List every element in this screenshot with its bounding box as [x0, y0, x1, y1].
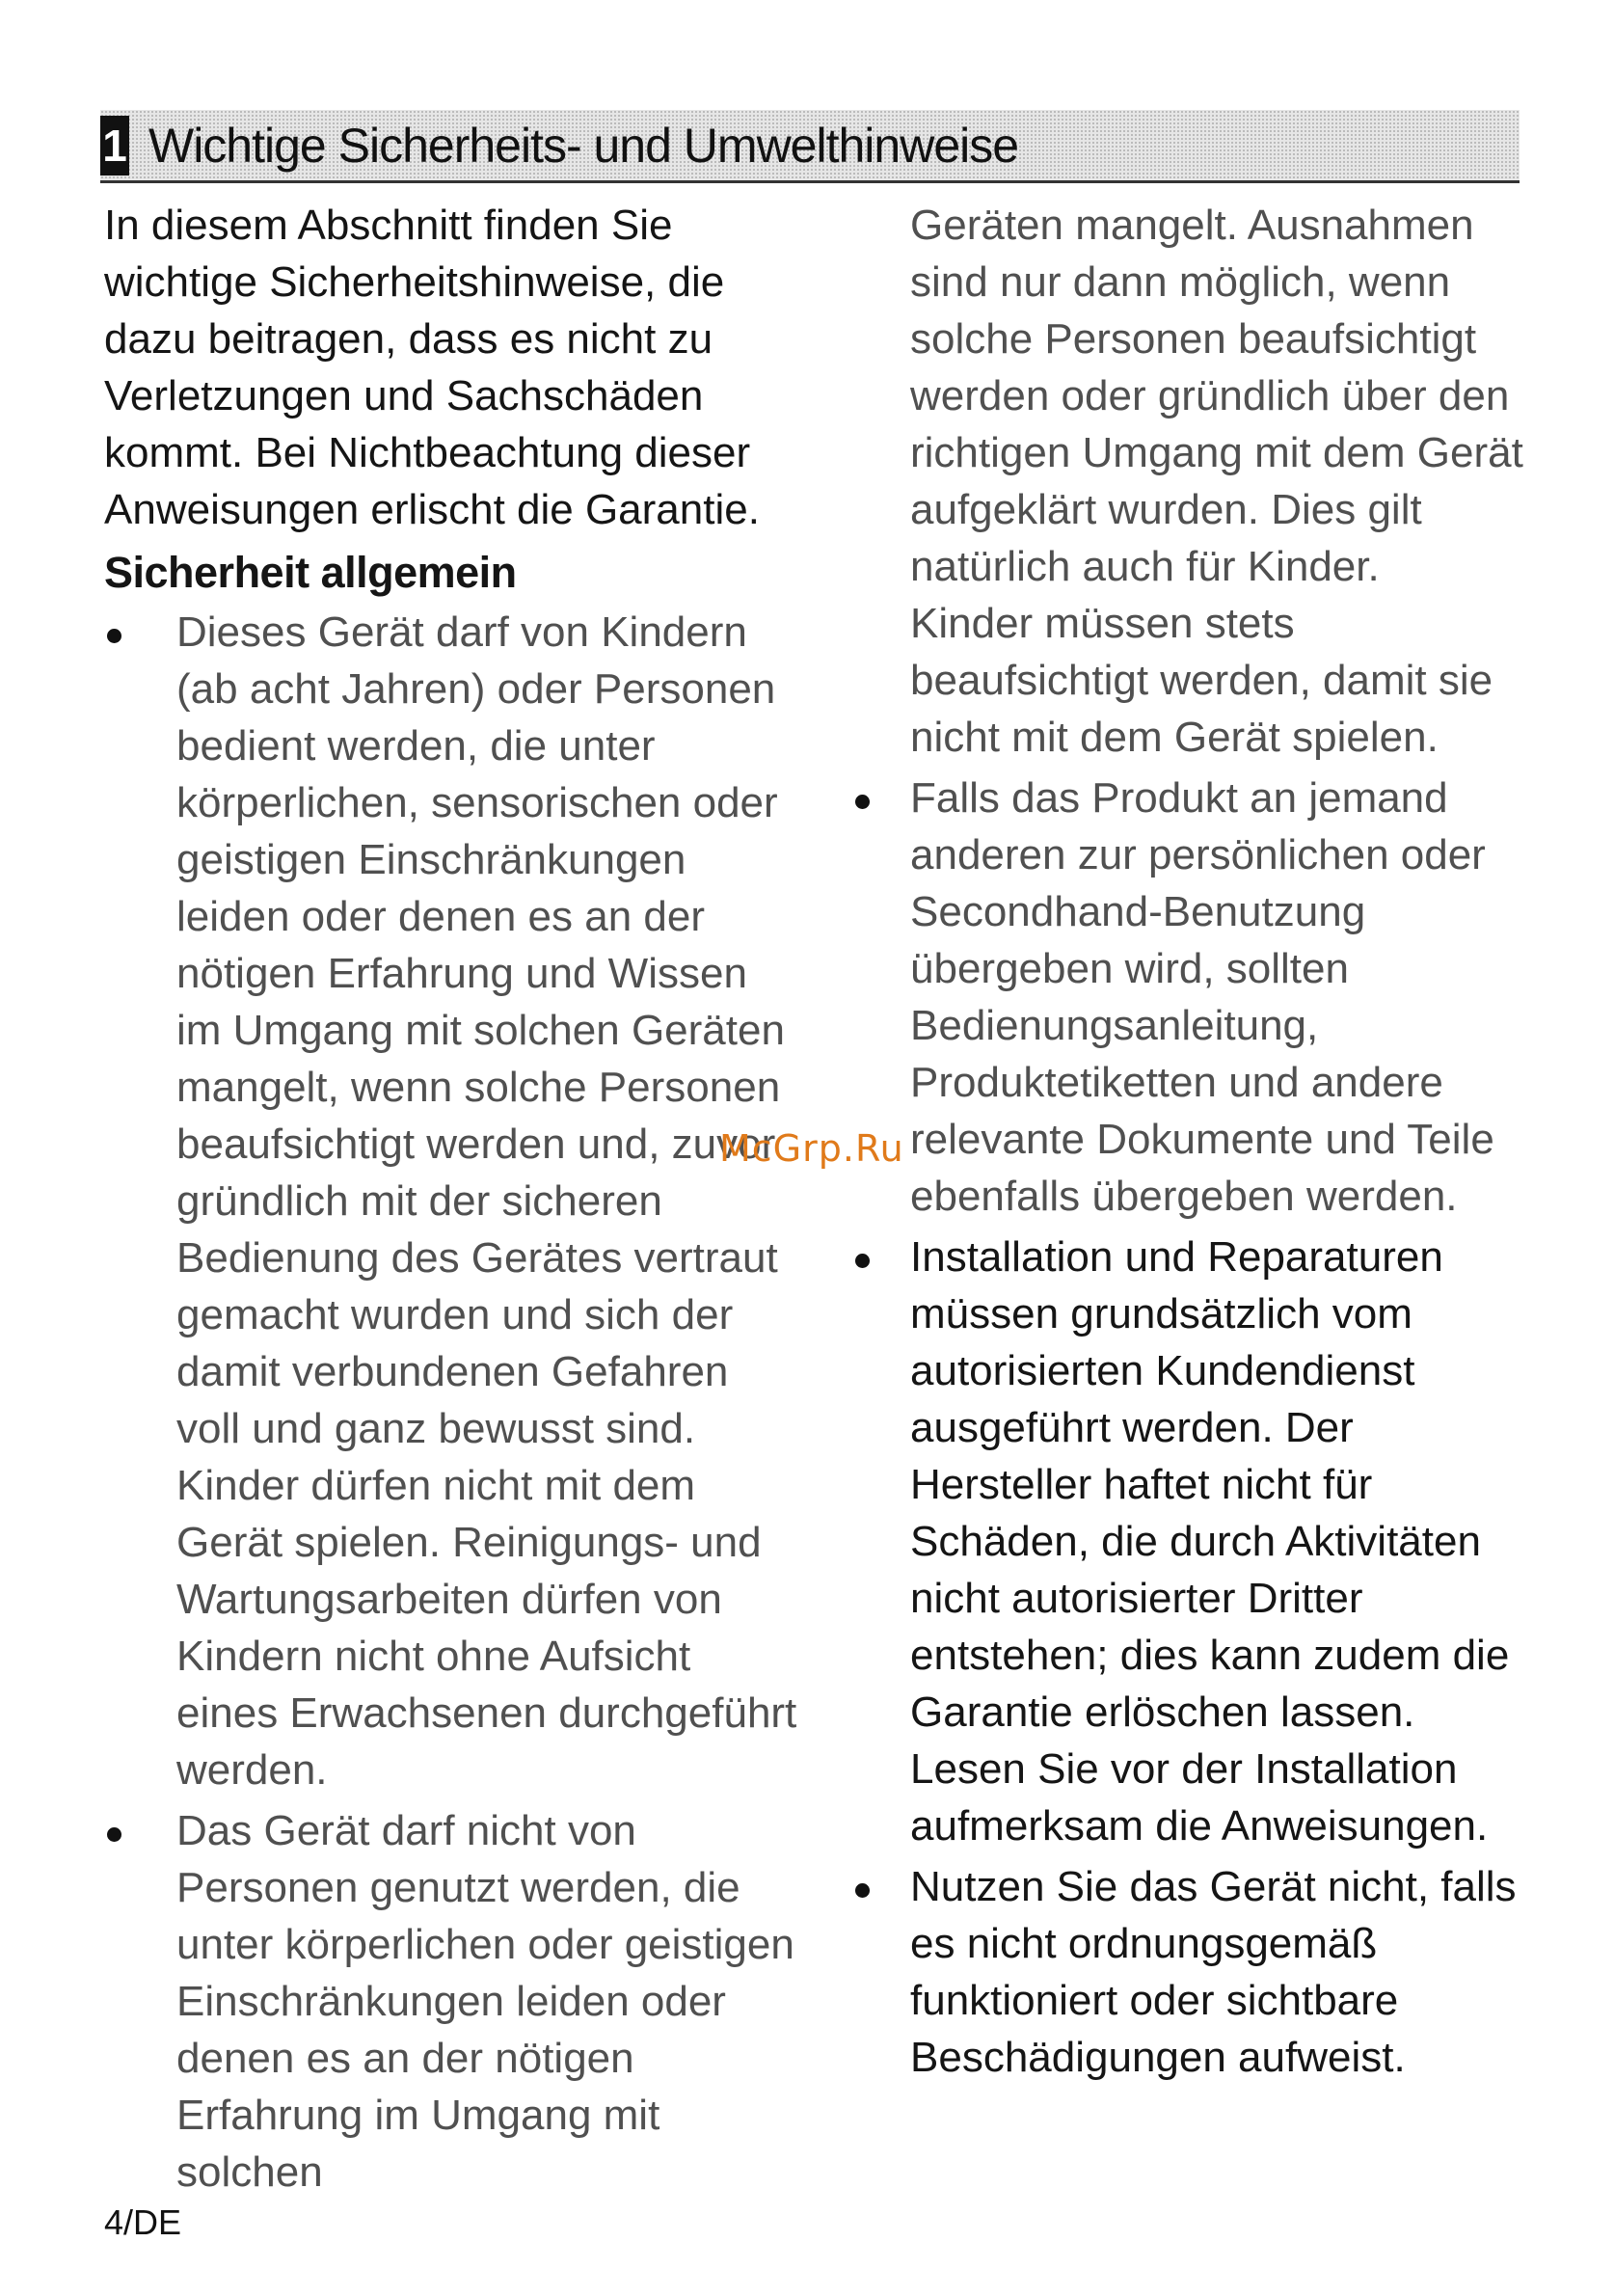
- list-item: [104, 1802, 798, 2201]
- bullet-text: Geräten mangelt. Ausnahmen sind nur dann möglich, wenn solche Personen beaufsichtigt werden oder gründlich über den richtigen Umgang mit dem Gerät aufgeklärt wurden. Dies gilt natürlich auch für Kinder.: [910, 202, 1523, 590]
- bullet-continuation: Kinder dürfen nicht mit dem Gerät spielen. Reinigungs- und Wartungsarbeiten dürfen von Kindern nicht ohne Aufsicht eines Erwachsenen durchgeführt werden.: [176, 1462, 797, 1794]
- list-item: [852, 770, 1527, 1225]
- list-item-continued: [852, 197, 1527, 766]
- bullet-text: Falls das Produkt an jemand anderen zur persönlichen oder Secondhand-Benutzung übergeben wird, sollten Bedienungsanleitung, Produktetiketten und andere relevante Dokumente und Teile ebenfalls übergeben werden.: [910, 774, 1494, 1220]
- list-item: [104, 604, 798, 1798]
- subsection-heading: Sicherheit allgemein: [104, 548, 517, 597]
- list-item: [852, 1229, 1527, 1854]
- bullet-continuation: Kinder müssen stets beaufsichtigt werden, damit sie nicht mit dem Gerät spielen.: [910, 600, 1493, 761]
- intro-paragraph: In diesem Abschnitt finden Sie wichtige Sicherheitshinweise, die dazu beitragen, dass es nicht zu Verletzungen und Sachschäden kommt. Bei Nichtbeachtung dieser Anweisungen erlischt die Garantie.: [104, 202, 760, 533]
- bullet-text: Installation und Reparaturen müssen grundsätzlich vom autorisierten Kundendienst ausgeführt werden. Der Hersteller haftet nicht für Schäden, die durch Aktivitäten nicht autorisierter Dritter entstehen; dies kann zudem die Garantie erlöschen lassen. Lesen Sie vor der Installation aufmerksam die Anweisungen.: [910, 1233, 1510, 1850]
- page-number: 4/DE: [104, 2202, 182, 2242]
- list-item: [852, 1858, 1527, 2086]
- section-title: Wichtige Sicherheits- und Umwelthinweise: [148, 119, 1019, 173]
- watermark-text: McGrp.Ru: [719, 1127, 904, 1170]
- bullet-text: Nutzen Sie das Gerät nicht, falls es nicht ordnungsgemäß funktioniert oder sichtbare Beschädigungen aufweist.: [910, 1863, 1517, 2081]
- bullet-text: Das Gerät darf nicht von Personen genutzt werden, die unter körperlichen oder geistigen Einschränkungen leiden oder denen es an der nötigen Erfahrung im Umgang mit solchen: [176, 1807, 794, 2196]
- section-number-badge: 1: [100, 116, 129, 176]
- left-column: [104, 197, 798, 2201]
- bullet-text: Dieses Gerät darf von Kindern (ab acht Jahren) oder Personen bedient werden, die unter körperlichen, sensorischen oder geistigen Einschränkungen leiden oder denen es an der nötigen Erfahrung und Wissen im Umgang mit solchen Geräten mangelt, wenn solche Personen beaufsichtigt werden und, zuvor gründlich mit der sicheren Bedienung des Gerätes vertraut gemacht wurden und sich der damit verbundenen Gefahren voll und ganz bewusst sind.: [176, 608, 785, 1452]
- section-header: [100, 110, 1520, 183]
- right-column: [852, 197, 1527, 2086]
